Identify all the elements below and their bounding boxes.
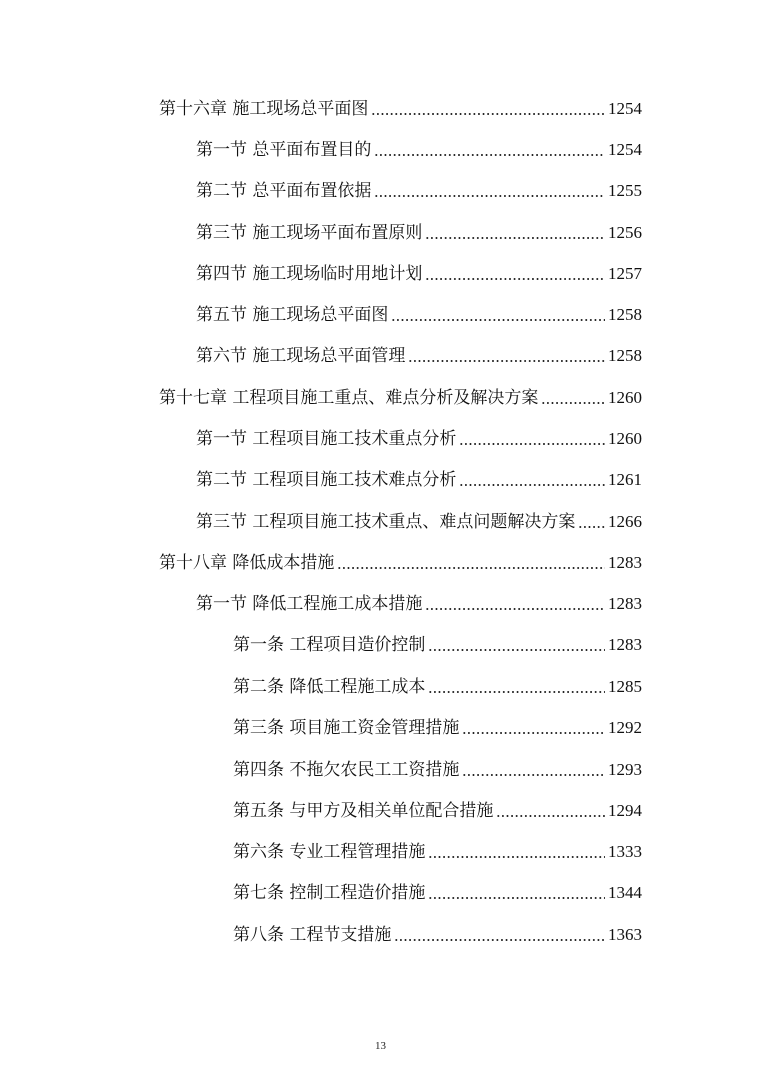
dot-leader — [425, 278, 605, 280]
toc-entry-title: 第二条 降低工程施工成本 — [233, 677, 426, 697]
toc-entry-title: 第十六章 施工现场总平面图 — [159, 99, 369, 119]
toc-entry[interactable] — [196, 587, 642, 615]
toc-entry-title: 第三节 工程项目施工技术重点、难点问题解决方案 — [196, 512, 576, 532]
dot-leader — [394, 939, 605, 941]
toc-entry[interactable] — [196, 463, 642, 491]
dot-leader — [391, 319, 605, 321]
toc-entry[interactable] — [196, 174, 642, 202]
dot-leader — [425, 608, 605, 610]
toc-entry[interactable] — [233, 918, 642, 946]
toc-entry-page: 1254 — [608, 140, 642, 159]
toc-entry[interactable] — [196, 216, 642, 244]
toc-entry-title: 第五条 与甲方及相关单位配合措施 — [233, 801, 494, 821]
toc-entry[interactable] — [233, 876, 642, 904]
toc-entry-title: 第一条 工程项目造价控制 — [233, 635, 426, 655]
toc-entry[interactable] — [196, 505, 642, 533]
toc-entry-page: 1254 — [608, 99, 642, 118]
toc-entry-page: 1285 — [608, 677, 642, 696]
dot-leader — [428, 856, 605, 858]
toc-entry-page: 1333 — [608, 842, 642, 861]
dot-leader — [459, 443, 605, 445]
toc-entry-page: 1261 — [608, 470, 642, 489]
toc-entry[interactable] — [233, 794, 642, 822]
dot-leader — [374, 154, 605, 156]
toc-entry-title: 第四节 施工现场临时用地计划 — [196, 264, 423, 284]
dot-leader — [462, 732, 605, 734]
toc-entry-page: 1344 — [608, 883, 642, 902]
dot-leader — [337, 567, 605, 569]
toc-entry-page: 1363 — [608, 925, 642, 944]
toc-entry-title: 第六节 施工现场总平面管理 — [196, 346, 406, 366]
toc-entry-title: 第四条 不拖欠农民工工资措施 — [233, 760, 460, 780]
toc-entry[interactable] — [196, 133, 642, 161]
toc-entry-page: 1255 — [608, 181, 642, 200]
dot-leader — [425, 237, 605, 239]
toc-entry-title: 第十八章 降低成本措施 — [159, 553, 335, 573]
toc-entry[interactable] — [233, 835, 642, 863]
toc-entry-page: 1256 — [608, 223, 642, 242]
dot-leader — [428, 691, 605, 693]
dot-leader — [462, 774, 605, 776]
toc-entry[interactable] — [196, 422, 642, 450]
toc-entry-title: 第三节 施工现场平面布置原则 — [196, 223, 423, 243]
toc-entry-title: 第八条 工程节支措施 — [233, 925, 392, 945]
toc-entry-title: 第七条 控制工程造价措施 — [233, 883, 426, 903]
dot-leader — [428, 897, 605, 899]
dot-leader — [496, 815, 605, 817]
toc-entry[interactable] — [233, 628, 642, 656]
dot-leader — [459, 484, 605, 486]
toc-entry-page: 1266 — [608, 512, 642, 531]
toc-entry-page: 1258 — [608, 305, 642, 324]
toc-entry[interactable] — [196, 339, 642, 367]
toc-entry-page: 1283 — [608, 594, 642, 613]
toc-entry-page: 1260 — [608, 429, 642, 448]
dot-leader — [408, 360, 605, 362]
toc-entry[interactable] — [233, 670, 642, 698]
toc-entry-page: 1260 — [608, 388, 642, 407]
toc-entry[interactable] — [159, 381, 642, 409]
dot-leader — [578, 526, 605, 528]
toc-entry-title: 第一节 工程项目施工技术重点分析 — [196, 429, 457, 449]
toc-entry[interactable] — [159, 546, 642, 574]
dot-leader — [374, 195, 605, 197]
toc-entry-page: 1258 — [608, 346, 642, 365]
toc-entry-page: 1283 — [608, 553, 642, 572]
toc-entry-title: 第二节 总平面布置依据 — [196, 181, 372, 201]
dot-leader — [541, 402, 605, 404]
toc-entry[interactable] — [233, 753, 642, 781]
toc-entry-title: 第二节 工程项目施工技术难点分析 — [196, 470, 457, 490]
dot-leader — [371, 113, 605, 115]
toc-entry-page: 1283 — [608, 635, 642, 654]
toc-entry-page: 1294 — [608, 801, 642, 820]
toc-entry-title: 第一节 总平面布置目的 — [196, 140, 372, 160]
toc-entry-title: 第三条 项目施工资金管理措施 — [233, 718, 460, 738]
toc-entry-title: 第五节 施工现场总平面图 — [196, 305, 389, 325]
toc-entry[interactable] — [233, 711, 642, 739]
toc-entry-title: 第十七章 工程项目施工重点、难点分析及解决方案 — [159, 388, 539, 408]
toc-entry[interactable] — [196, 257, 642, 285]
toc-entry[interactable] — [159, 92, 642, 120]
page-number: 13 — [375, 1040, 386, 1052]
toc-entry-title: 第六条 专业工程管理措施 — [233, 842, 426, 862]
toc-entry-page: 1293 — [608, 760, 642, 779]
toc-entry-page: 1257 — [608, 264, 642, 283]
toc-entry-page: 1292 — [608, 718, 642, 737]
dot-leader — [428, 649, 605, 651]
toc-entry[interactable] — [196, 298, 642, 326]
toc-entry-title: 第一节 降低工程施工成本措施 — [196, 594, 423, 614]
